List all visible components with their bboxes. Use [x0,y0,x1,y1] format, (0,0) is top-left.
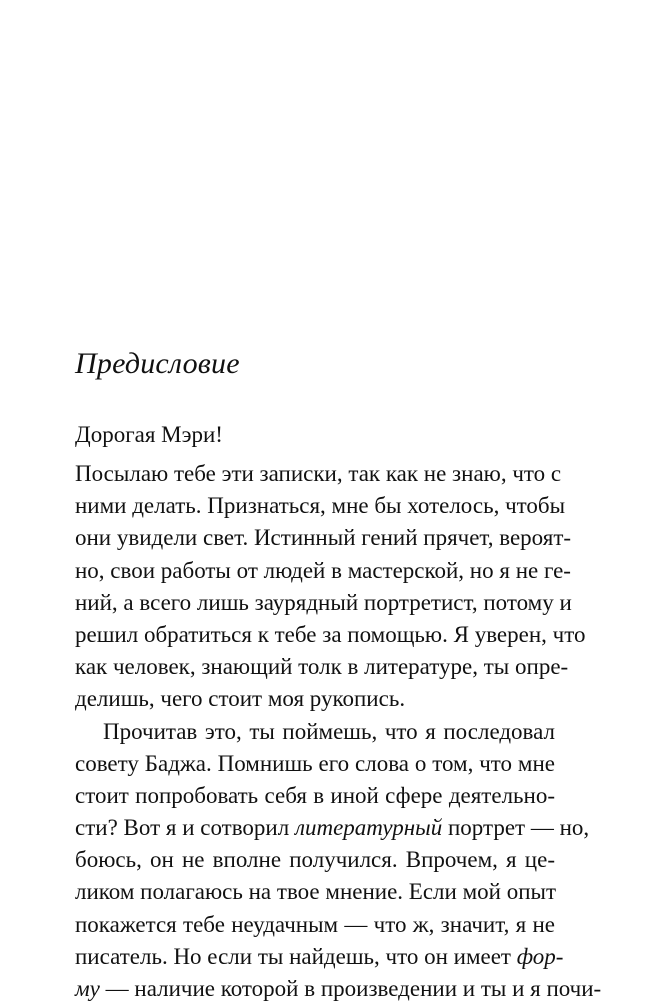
emphasized-word: фор- [516,943,564,969]
paragraph-line: как человек, знающий толк в литературе, ты опре- [75,654,569,680]
text-run: писатель. Но если ты найдешь, что он имеет [75,943,517,969]
emphasized-word: му [75,976,100,1001]
paragraph-line: делишь, чего стоит моя рукопись. [75,686,406,712]
letter-body [75,458,602,1005]
paragraph-line: ний, а всего лишь заурядный портретист, потому и [75,589,572,615]
paragraph-line: боюсь, он не вполне получился. Впрочем, я це- [75,847,555,873]
paragraph-line: ликом полагаюсь на твое мнение. Если мой опыт [75,879,557,905]
letter-salutation: Дорогая Мэри! [75,422,223,447]
paragraph-line: Посылаю тебе эти записки, так как не знаю, что с [75,461,562,486]
chapter-heading: Предисловие [75,347,240,380]
paragraph-line [75,941,564,973]
paragraph-line [75,812,590,844]
paragraph-line: Прочитав это, ты поймешь, что я последовал [103,718,555,744]
paragraph-line [75,973,602,1005]
paragraph-line: совету Баджа. Помнишь его слова о том, что мне [75,750,555,776]
paragraph-line: решил обратиться к тебе за помощью. Я уверен, что [75,621,586,647]
emphasized-word: литературный [294,815,443,841]
paragraph-line: стоит попробовать себя в иной сфере деятельно- [75,782,555,808]
paragraph-line: но, свои работы от людей в мастерской, но я не ге- [75,557,571,583]
text-run: сти? Вот я и сотворил [75,815,295,841]
paragraph-line: покажется тебе неудачным — что ж, значит, я не [75,911,555,937]
text-run: — наличие которой в произведении и ты и я почи- [99,976,602,1001]
paragraph-line: ними делать. Признаться, мне бы хотелось, чтобы [75,493,566,519]
text-run: портрет — но, [442,815,590,841]
paragraph-line: они увидели свет. Истинный гений прячет, вероят- [75,525,572,551]
